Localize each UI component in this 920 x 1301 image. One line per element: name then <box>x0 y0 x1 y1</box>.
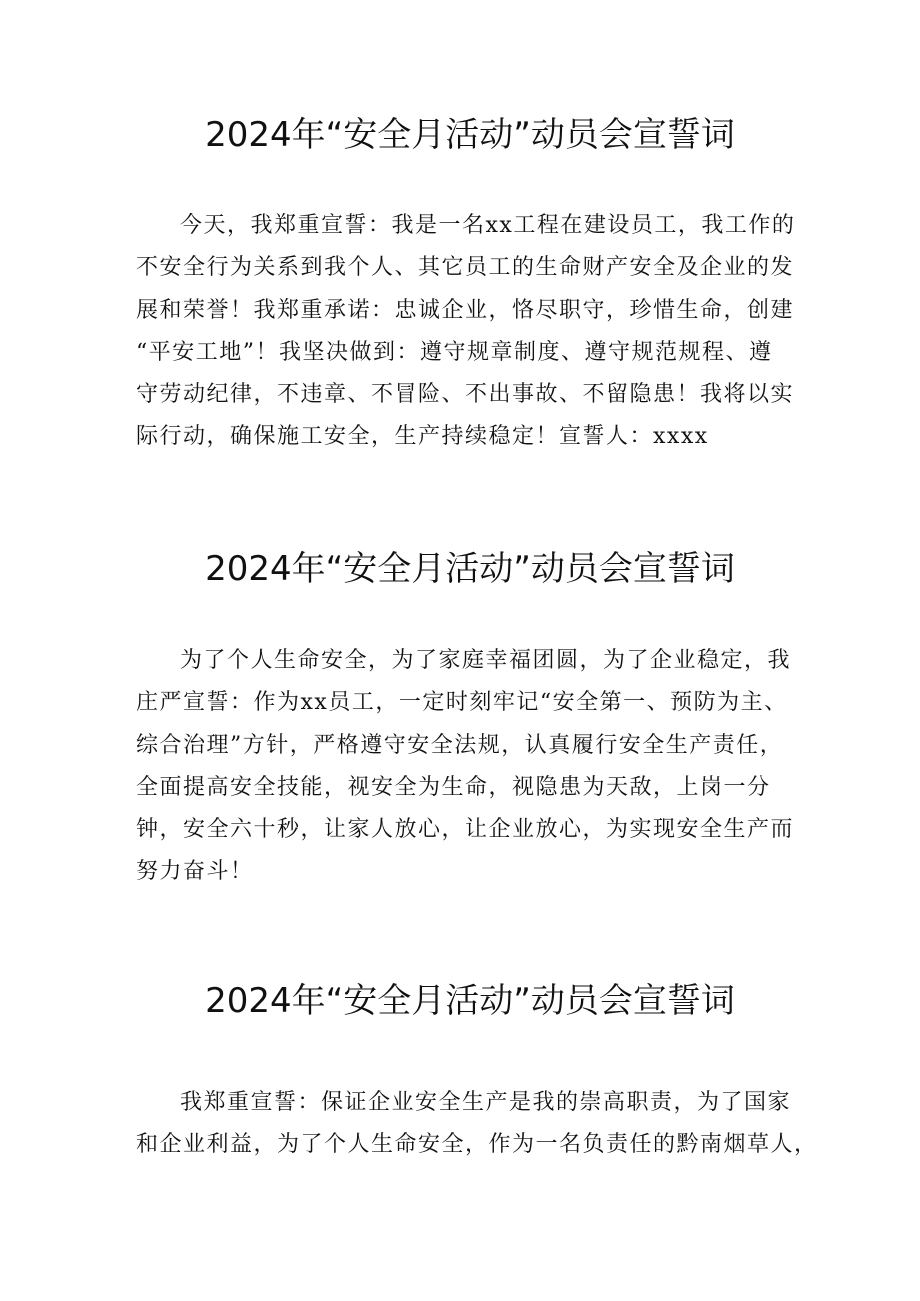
paragraph-line: 际行动，确保施工安全，生产持续稳定！宣誓人：xxxx <box>136 424 709 450</box>
paragraph-line: 综合治理”方针，严格遵守安全法规，认真履行安全生产责任， <box>136 732 784 758</box>
section-title: 2024年“安全月活动”动员会宣誓词 <box>205 115 735 155</box>
paragraph-line: 努力奋斗！ <box>136 859 254 885</box>
oath-paragraph <box>136 1082 818 1167</box>
paragraph-line: 为了个人生命安全，为了家庭幸福团圆，为了企业稳定，我 <box>180 648 792 673</box>
paragraph-line: 我郑重宣誓：保证企业安全生产是我的崇高职责，为了国家 <box>180 1090 792 1115</box>
paragraph-line: 钟，安全六十秒，让家人放心，让企业放心，为实现安全生产而 <box>136 817 795 843</box>
oath-paragraph <box>136 640 796 894</box>
section-title: 2024年“安全月活动”动员会宣誓词 <box>205 549 735 589</box>
paragraph-line: 全面提高安全技能，视安全为生命，视隐患为天敌，上岗一分 <box>136 774 771 800</box>
paragraph-line: 不安全行为关系到我个人、其它员工的生命财产安全及企业的发 <box>136 255 795 281</box>
paragraph-line: 和企业利益，为了个人生命安全，作为一名负责任的黔南烟草人， <box>136 1132 818 1158</box>
paragraph-line: 展和荣誉！我郑重承诺：忠诚企业，恪尽职守，珍惜生命，创建 <box>136 297 795 323</box>
paragraph-line: 庄严宣誓：作为xx员工，一定时刻牢记“安全第一、预防为主、 <box>136 690 788 716</box>
paragraph-line: 今天，我郑重宣誓：我是一名xx工程在建设员工，我工作的 <box>180 213 796 238</box>
section-title: 2024年“安全月活动”动员会宣誓词 <box>205 981 735 1021</box>
paragraph-line: “平安工地”！我坚决做到：遵守规章制度、遵守规范规程、遵 <box>136 339 773 365</box>
oath-paragraph <box>136 205 796 459</box>
paragraph-line: 守劳动纪律，不违章、不冒险、不出事故、不留隐患！我将以实 <box>136 382 795 408</box>
